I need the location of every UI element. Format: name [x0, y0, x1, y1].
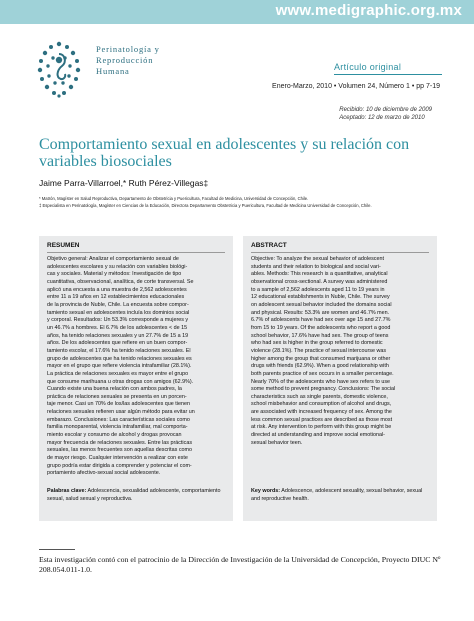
accepted-date: Aceptado: 12 de marzo de 2010: [339, 115, 425, 121]
abstract-line: to a sample of 2,562 adolescents aged 11 to 19 years in: [251, 286, 385, 293]
resumen-line: portamiento afectivo-sexual social adolescente.: [47, 470, 161, 477]
received-date: Recibido: 10 de diciembre de 2009: [339, 107, 432, 113]
resumen-line: que consume marihuana u otras drogas con amigos (62.9%).: [47, 378, 194, 385]
resumen-line: años, ha tenido relaciones sexuales y un 27.7% de 15 a 19: [47, 332, 189, 339]
abstract-line: at risk. Any intervention to perform with this group might be: [251, 424, 392, 431]
resumen-keywords: [47, 488, 225, 503]
resumen-line: familia monoparental, violencia intrafamiliar, mal comporta-: [47, 424, 188, 431]
resumen-line: mayor frecuencia de relaciones sexuales. Entre las prácticas: [47, 439, 193, 446]
abstract-keywords: [251, 488, 429, 503]
abstract-heading: ABSTRACT: [251, 242, 287, 249]
resumen-line: tamiento sexual en adolescentes incluía los dominios social: [47, 309, 190, 316]
site-banner: [0, 0, 474, 24]
abstract-rule: [251, 252, 429, 253]
abstract-line: from 15 to 19 years. Of the adolescents who report a good: [251, 324, 391, 331]
abstract-line: ables. Methods: This research is a quantitative, analytical: [251, 271, 388, 278]
journal-logo-icon: [34, 38, 84, 100]
resumen-line: tamiento escolar, el 17.6% ha tenido relaciones sexuales. El: [47, 347, 191, 354]
resumen-line: mayor en el grupo que refiere violencia intrafamiliar (28.1%).: [47, 363, 192, 370]
resumen-line: y corporal. Resultados: Un 53.3% corresponde a mujeres y: [47, 317, 189, 324]
abstract-line: school misbehavior and consumption of alcohol and drugs,: [251, 401, 392, 408]
resumen-line: un 46.7% a hombres. El 6.7% de los adolescentes < de 15: [47, 324, 188, 331]
abstract-line: students and their relation to biological and social vari-: [251, 263, 381, 270]
resumen-line: Objetivo general: Analizar el comportamiento sexual de: [47, 256, 179, 262]
resumen-line: embarazo. Conclusiones: Las características sociales como: [47, 416, 190, 423]
abstract-line: violence (28.1%). The practice of sexual intercourse was: [251, 347, 387, 354]
article-type-label: Artículo original: [334, 62, 402, 72]
resumen-text: [47, 256, 225, 478]
journal-name: [96, 44, 160, 77]
affiliation-2: ‡ Especialista en Perinatología, Magíster en Ciencias de la Educación, Directora Departamento Obstetricia y Puericultura, Facultad de Medicina Universidad de Concepción, Chile.: [39, 202, 372, 208]
abstract-line: both parents practice of sex occurs in a smaller percentage.: [251, 370, 394, 377]
resumen-line: miento escolar y consumo de alcohol y drogas provocan: [47, 432, 182, 439]
resumen-line: grupo de adolescentes que ha tenido relaciones sexuales es: [47, 355, 192, 362]
resumen-line: taje menor. Casi un 70% de los/las adolescentes que tienen: [47, 401, 190, 408]
abstract-line: Nearly 70% of the adolescents who have sex refers to use: [251, 378, 391, 385]
abstract-line: directed at understanding and improve social emotional-: [251, 432, 385, 439]
abstract-box: [243, 236, 437, 521]
resumen-keywords-text: Adolescencia, sexualidad adolescente, comportamiento sexual, salud sexual y reproductiva.: [47, 488, 221, 502]
resumen-line: de la provincia de Ñuble, Chile. La encuesta sobre compor-: [47, 301, 189, 308]
resumen-line: La práctica de relaciones sexuales es mayor entre el grupo: [47, 370, 189, 377]
resumen-line: Cuando existe una buena relación con ambos padres, la: [47, 386, 182, 393]
resumen-keywords-label: Palabras clave:: [47, 488, 87, 494]
journal-line-1: Perinatología y: [96, 44, 160, 54]
abstract-line: less common sexual practices are described as those most: [251, 416, 393, 423]
abstract-line: drugs with friends (62.9%). When a good relationship with: [251, 363, 389, 370]
abstract-keywords-text: Adolescence, adolescent sexuality, sexual behavior, sexual and reproductive health.: [251, 488, 423, 502]
abstract-keywords-label: Key words:: [251, 488, 281, 494]
resumen-rule: [47, 252, 225, 253]
resumen-box: [39, 236, 233, 521]
abstract-line: Objective: To analyze the sexual behavior of adolescent: [251, 256, 384, 262]
abstract-line: some method to prevent pregnancy. Conclusions: The social: [251, 386, 396, 393]
abstract-text: [251, 256, 429, 447]
article-type-rule: [334, 74, 442, 75]
resumen-line: adolescentes escolares y su relación con variables biológi-: [47, 263, 188, 270]
resumen-line: aplicó una encuesta a una muestra de 2,562 adolescentes: [47, 286, 187, 293]
resumen-line: práctica de relaciones sexuales se presenta en un porcen-: [47, 393, 187, 400]
abstract-line: are associated with increased frequency of sex. Among the: [251, 409, 392, 416]
resumen-line: grupo podría estar dirigida a comprender y potenciar el com-: [47, 462, 192, 469]
abstract-line: observational cross-sectional. A survey was administered: [251, 278, 388, 285]
affiliations: [39, 196, 439, 209]
article-type: [334, 62, 442, 72]
abstract-line: higher among the group that consumed marijuana or other: [251, 355, 391, 362]
abstract-line: who had sex is higher in the group referred to domestic: [251, 340, 383, 347]
funding-footnote: Esta investigación contó con el patrocinio de la Dirección de Investigación de la Universidad de Concepción, Proyecto DIUC Nº 208.054.011-1.0.: [39, 555, 441, 574]
resumen-line: cuantitativa, observacional, analítica, de corte transversal. Se: [47, 278, 194, 285]
resumen-line: entre 11 a 19 años en 12 establecimientos educacionales: [47, 294, 185, 301]
resumen-line: de mayor riesgo. Cualquier intervención a realizar con este: [47, 455, 188, 462]
abstract-line: on adolescent sexual behavior included the domains social: [251, 301, 392, 308]
journal-line-3: Humana: [96, 66, 130, 76]
resumen-line: años. De los adolescentes que refiere en un buen compor-: [47, 340, 188, 347]
authors: Jaime Parra-Villarroel,* Ruth Pérez-Villegas‡: [39, 178, 209, 188]
abstract-line: school behavior, 17.6% have had sex. The group of teens: [251, 332, 389, 339]
abstract-line: 6.7% of adolescents have had sex over age 15 and 27.7%: [251, 317, 391, 324]
footnote-rule: [39, 549, 75, 550]
resumen-heading: RESUMEN: [47, 242, 80, 249]
abstract-line: 12 educational establishments in Ñuble, Chile. The survey: [251, 294, 390, 301]
site-url[interactable]: www.medigraphic.org.mx: [275, 2, 462, 19]
resumen-line: sexuales, las menos frecuentes son aquellas descritas como: [47, 447, 193, 454]
abstract-line: characteristics such as single parents, domestic violence,: [251, 393, 388, 400]
abstract-line: sexual behavior teen.: [251, 439, 303, 446]
affiliation-1: * Matrón, Magíster en Salud Reproductiva, Departamento de Obstetricia y Puericultura, Facultad de Medicina, Universidad de Concepción, Chile.: [39, 196, 309, 201]
issue-info: Enero-Marzo, 2010 • Volumen 24, Número 1 • pp 7-19: [272, 83, 440, 90]
abstract-line: and physical. Results: 53.3% are women and 46.7% men.: [251, 309, 390, 316]
resumen-line: relaciones sexuales refieren usar algún método para evitar un: [47, 409, 195, 416]
dates: [339, 106, 432, 122]
journal-line-2: Reproducción: [96, 55, 154, 65]
resumen-line: cas y sociales. Material y métodos: Investigación de tipo: [47, 271, 182, 278]
article-title: Comportamiento sexual en adolescentes y su relación con variables biosociales: [39, 136, 410, 170]
